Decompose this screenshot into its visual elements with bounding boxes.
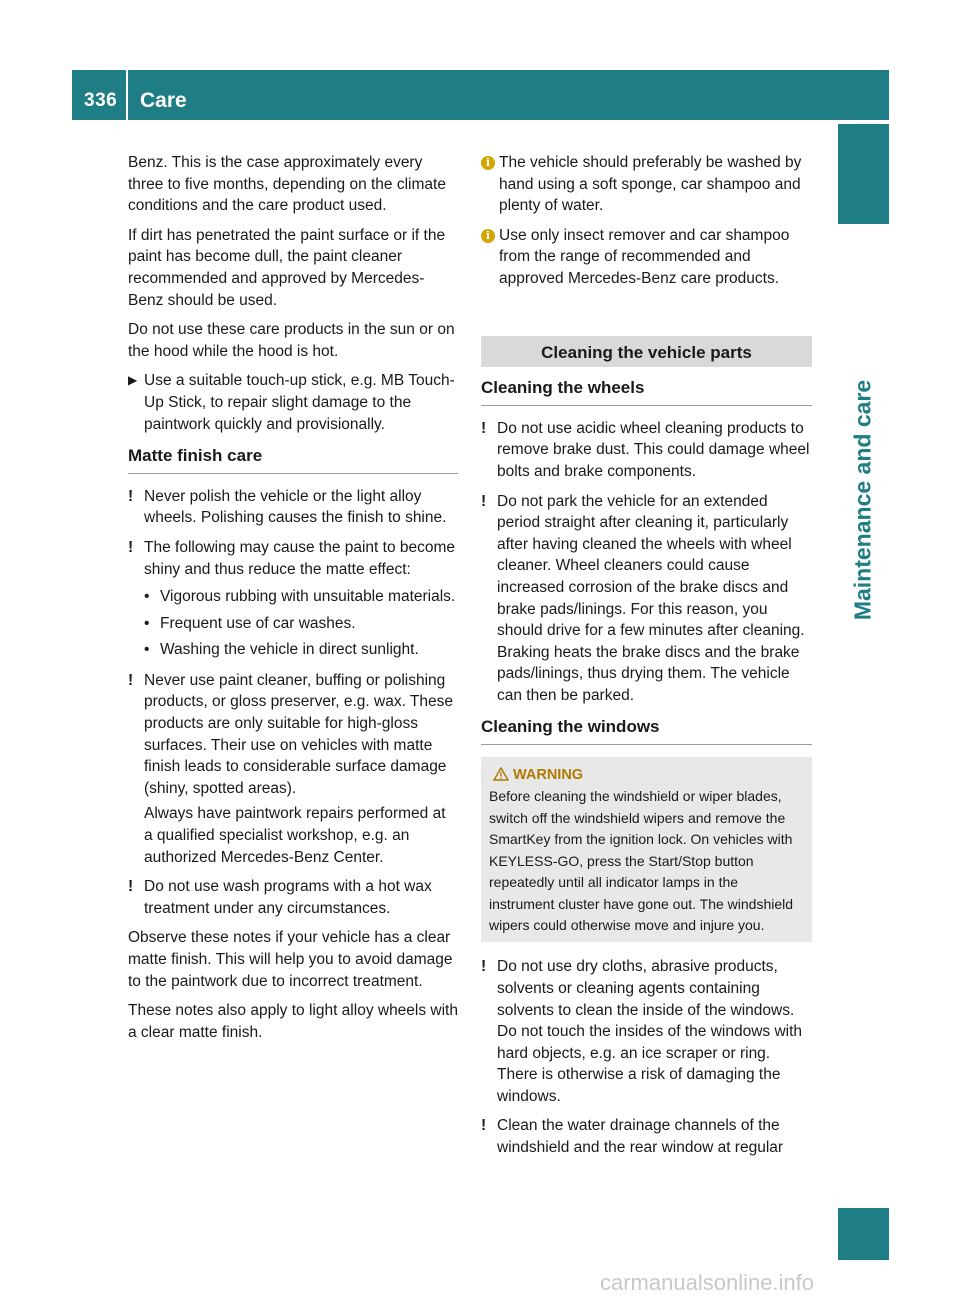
list-item-text: Washing the vehicle in direct sunlight. [160,641,419,659]
left-column [128,152,458,1051]
instruction-step [128,370,458,435]
note [128,486,458,529]
exclamation-icon: ! [481,419,487,437]
info-icon: i [481,229,495,243]
heading-matte-finish: Matte finish care [128,445,458,474]
note [481,491,812,707]
exclamation-icon: ! [128,487,134,505]
info-icon: i [481,156,495,170]
warning-box [481,757,812,942]
exclamation-icon: ! [481,958,487,976]
paragraph: Benz. This is the case approximately every three to five months, depending on the climate conditions and the care product used. [128,154,446,215]
bullet-icon: • [144,614,150,632]
side-tab-bar [838,124,889,224]
step-arrow-icon: ▶ [128,373,138,388]
header-divider [126,70,128,120]
exclamation-icon: ! [481,492,487,510]
warning-label: WARNING [513,767,584,784]
info-text: Use only insect remover and car shampoo from the range of recommended and approved Mercedes-Benz care products. [499,226,790,287]
list-item-text: Frequent use of car washes. [160,614,356,632]
side-tab-marker [838,1208,889,1260]
warning-heading [489,765,804,786]
note-text: The following may cause the paint to become shiny and thus reduce the matte effect: [144,538,456,578]
warning-text: Before cleaning the windshield or wiper blades, switch off the windshield wipers and remove the SmartKey from the ignition lock. On vehicles with KEYLESS-GO, press the Start/Stop button repeatedly until all indicator lamps in the instrument cluster have gone out. The windshield wipers could otherwise move and injure you. [489,788,794,933]
heading-cleaning-windows: Cleaning the windows [481,716,812,745]
section-heading: Cleaning the vehicle parts [481,336,812,368]
watermark: carmanualsonline.info [600,1270,815,1295]
paragraph: If dirt has penetrated the paint surface or if the paint has become dull, the paint cleaner recommended and approved by Mercedes-Benz should be used. [128,226,446,309]
note-text: Do not use wash programs with a hot wax treatment under any circumstances. [144,878,432,917]
heading-cleaning-wheels: Cleaning the wheels [481,377,812,406]
list-item [128,613,458,635]
note [481,1115,812,1158]
bullet-icon: • [144,641,150,659]
right-column [481,152,812,1167]
page-number: 336 [84,90,118,111]
note-continuation: Always have paintwork repairs performed at a qualified specialist workshop, e.g. an authorized Mercedes-Benz Center. [144,805,446,866]
header-bar [72,70,889,120]
note [128,876,458,919]
info-note [481,225,812,290]
info-text: The vehicle should preferably be washed by hand using a soft sponge, car shampoo and plenty of water. [499,154,802,215]
paragraph: Do not use these care products in the sun or on the hood while the hood is hot. [128,321,455,360]
info-note [481,152,812,217]
note-text: Do not park the vehicle for an extended period straight after cleaning it, particularly after having cleaned the wheels with wheel cleaner. Wheel cleaners could cause increased corrosion of the brake discs and brake pads/linings. For this reason, you should drive for a few minutes after cleaning. Braking heats the brake discs and the brake pads/linings, thus drying them. The vehicle can then be parked. [497,492,805,704]
exclamation-icon: ! [481,1117,487,1135]
paragraph: Observe these notes if your vehicle has a clear matte finish. This will help you to avoid damage to the paintwork due to incorrect treatment. [128,929,453,990]
exclamation-icon: ! [128,671,134,689]
section-title: Care [140,89,187,112]
warning-triangle-icon [493,767,509,781]
bullet-icon: • [144,588,150,606]
list-item-text: Vigorous rubbing with unsuitable materials. [160,588,456,606]
note [128,670,458,800]
note-text: Never polish the vehicle or the light alloy wheels. Polishing causes the finish to shine. [144,487,447,527]
exclamation-icon: ! [128,878,134,896]
note-text: Clean the water drainage channels of the windshield and the rear window at regular [497,1117,784,1157]
step-text: Use a suitable touch-up stick, e.g. MB Touch-Up Stick, to repair slight damage to the paintwork quickly and provisionally. [144,372,455,433]
list-item [128,639,458,661]
note-text: Never use paint cleaner, buffing or polishing products, or gloss preserver, e.g. wax. These products are only suitable for high-gloss surfaces. Their use on vehicles with matte finish leads to considerable surface damage (shiny, spotted areas). [144,671,454,797]
paragraph: These notes also apply to light alloy wheels with a clear matte finish. [128,1002,458,1041]
note-text: Do not use dry cloths, abrasive products, solvents or cleaning agents containing solvents to clean the inside of the windows. Do not touch the insides of the windows with hard objects, e.g. an ice scraper or ring. There is otherwise a risk of damaging the windows. [497,958,803,1105]
list-item [128,586,458,608]
note [481,956,812,1107]
side-tab-label: Maintenance and care [849,379,876,621]
exclamation-icon: ! [128,538,134,556]
note-text: Do not use acidic wheel cleaning products to remove brake dust. This could damage wheel bolts and brake components. [497,419,810,480]
note [128,537,458,580]
note [481,418,812,483]
